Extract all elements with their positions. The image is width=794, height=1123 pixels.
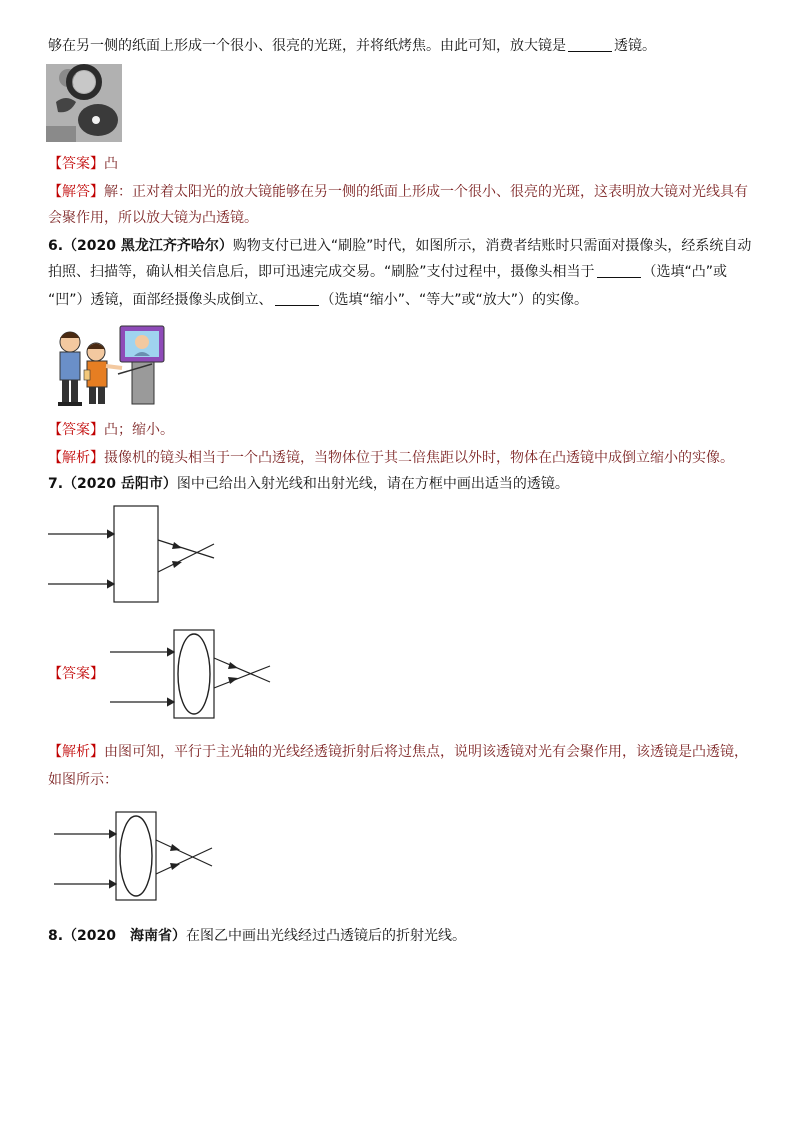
- q6-line-2: [48, 262, 748, 282]
- q6-blank-2: [275, 291, 319, 306]
- q5-answer-line: [48, 154, 748, 174]
- answer-tag: 【答案】: [48, 666, 104, 682]
- explain-tag: 【解析】: [48, 450, 104, 466]
- q7-answer-tag-line: [48, 664, 108, 684]
- q7-explain-line-1: [48, 742, 748, 762]
- q6-text-1: 购物支付已进入“刷脸”时代，如图所示，消费者结账时只需面对摄像头，经系统自动: [232, 238, 752, 254]
- q5-explain-line-1: [48, 182, 748, 202]
- q5-blank: [568, 37, 612, 52]
- answer-tag: 【答案】: [48, 156, 104, 172]
- explain-tag: 【解答】: [48, 184, 104, 200]
- q5-explain-line-2: 会聚作用，所以放大镜为凸透镜。: [48, 210, 258, 226]
- q7-number: 7.（2020 岳阳市）: [48, 476, 177, 492]
- q6-answer-line: [48, 420, 748, 440]
- q6-explain-line: [48, 448, 748, 468]
- q7-question-figure: [48, 504, 218, 606]
- q7-explain-figure: [54, 808, 220, 904]
- q7-text: 图中已给出入射光线和出射光线，请在方框中画出适当的透镜。: [176, 476, 569, 492]
- q6-explain: 摄像机的镜头相当于一个凸透镜，当物体位于其二倍焦距以外时，物体在凸透镜中成倒立缩小的实像。: [104, 450, 734, 466]
- q6-text-2b: （选填“凸”或: [642, 264, 728, 280]
- q7-explain-line-2: 如图所示：: [48, 772, 118, 788]
- q5-explain-1: 解：正对着太阳光的放大镜能够在另一侧的纸面上形成一个很小、很亮的光斑，这表明放大镜对光线具有: [104, 184, 748, 200]
- q7-explain-1: 由图可知，平行于主光轴的光线经透镜折射后将过焦点，说明该透镜对光有会聚作用，该透镜是凸透镜，: [104, 744, 748, 760]
- q6-text-3a: “凹”）透镜，面部经摄像头成倒立、: [48, 292, 273, 308]
- q7-line: [48, 474, 748, 494]
- face-payment-illustration: [48, 322, 170, 410]
- q5-text-b: 透镜。: [614, 38, 656, 54]
- answer-tag: 【答案】: [48, 422, 104, 438]
- q8-number: 8.（2020 海南省）: [48, 928, 187, 944]
- q6-number: 6.（2020 黑龙江齐齐哈尔）: [48, 238, 233, 254]
- q8-text: 在图乙中画出光线经过凸透镜后的折射光线。: [186, 928, 467, 944]
- q6-line-3: [48, 290, 748, 310]
- q6-answer: 凸；缩小。: [104, 422, 174, 438]
- q5-text-a: 够在另一侧的纸面上形成一个很小、很亮的光斑，并将纸烤焦。由此可知，放大镜是: [48, 38, 566, 54]
- q5-answer: 凸: [104, 156, 118, 172]
- q6-text-3b: （选填“缩小”、“等大”或“放大”）的实像。: [320, 292, 589, 308]
- q8-line: [48, 926, 748, 946]
- q7-answer-figure: [110, 624, 276, 724]
- q6-text-2a: 拍照、扫描等，确认相关信息后，即可迅速完成交易。“刷脸”支付过程中，摄像头相当于: [48, 264, 595, 280]
- explain-tag: 【解析】: [48, 744, 104, 760]
- q6-blank-1: [597, 263, 641, 278]
- q5-text-line: [48, 36, 748, 56]
- q6-line-1: [48, 236, 752, 256]
- magnifier-burning-paper-photo: [46, 64, 122, 142]
